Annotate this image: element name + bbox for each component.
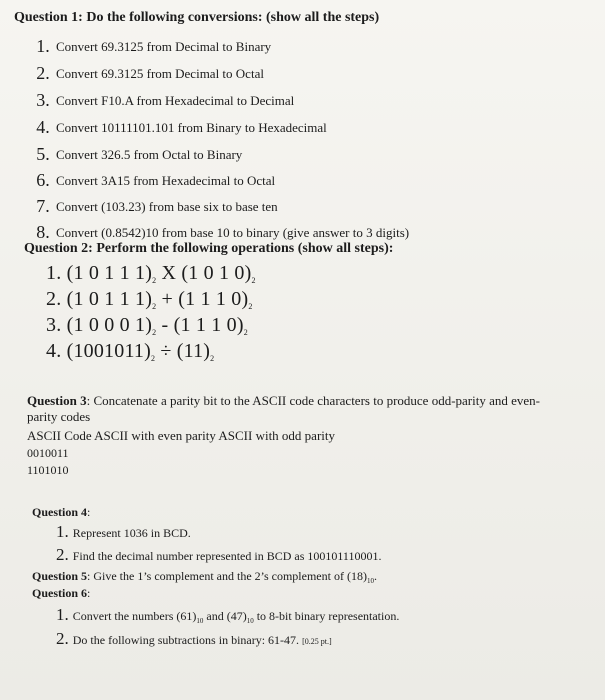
q2-op4-right: ÷ (11) [160, 340, 211, 362]
q6-item-2-number: 2. [56, 629, 69, 648]
question-3-text: : Concatenate a parity bit to the ASCII code characters to produce odd-parity and even- parity codes [27, 393, 540, 424]
q6-item-1 [56, 607, 399, 629]
q2-operation-2 [46, 288, 253, 311]
q4-item-1-number: 1. [56, 522, 69, 541]
q2-op3-left: 3. (1 0 0 0 1) [46, 314, 153, 336]
q2-op3-base: 2 [152, 328, 157, 337]
q1-item-5 [34, 144, 242, 165]
q1-item-3 [34, 90, 294, 111]
q2-op4-base: 2 [150, 354, 156, 363]
q2-op1-base-right: 2 [251, 276, 256, 285]
question-4-colon: : [87, 505, 91, 519]
q1-item-8-text: Convert (0.8542)10 from base 10 to binary (give answer to 3 digits) [56, 224, 410, 240]
q1-item-3-text: Convert F10.A from Hexadecimal to Decimal [56, 92, 295, 108]
question-5-label: Question 5 [32, 569, 88, 583]
question-6-colon: : [87, 586, 91, 600]
q3-code-1: 0010011 [27, 446, 69, 460]
q1-item-1 [34, 36, 271, 57]
q6-item-1-sub1: 10 [196, 617, 204, 625]
q1-item-8 [34, 222, 409, 243]
q6-item-1-pre: Convert the numbers (61) [72, 609, 197, 623]
q2-op2-base-right: 2 [248, 302, 253, 311]
q2-operation-1 [46, 262, 256, 285]
q4-item-2 [56, 547, 381, 564]
q2-op4-base-right: 2 [210, 354, 215, 363]
q2-operation-3 [46, 314, 248, 337]
q1-item-6-text: Convert 3A15 from Hexadecimal to Octal [56, 172, 276, 188]
q6-item-1-number: 1. [56, 605, 69, 624]
q1-item-2 [34, 63, 264, 84]
question-4-title [32, 504, 90, 520]
q1-item-3-number: 3. [36, 90, 50, 110]
q6-item-1-sub2: 10 [246, 617, 254, 625]
question-1-title: Question 1: Do the following conversions: (show all the steps) [14, 10, 380, 25]
q2-operation-4 [46, 340, 214, 363]
q1-item-1-text: Convert 69.3125 from Decimal to Binary [56, 38, 272, 54]
q4-item-1-text: Represent 1036 in BCD. [72, 526, 191, 540]
q1-item-7 [34, 196, 278, 217]
q2-op2-right: + (1 1 1 0) [161, 288, 249, 310]
q1-item-8-number: 8. [34, 222, 52, 243]
q2-op1-right: X (1 0 1 0) [161, 262, 252, 284]
q1-item-4 [34, 117, 327, 138]
q1-item-7-text: Convert (103.23) from base six to base ten [56, 198, 278, 214]
question-4-label: Question 4 [32, 505, 88, 519]
q2-op3-base-right: 2 [243, 328, 248, 337]
q1-item-2-text: Convert 69.3125 from Decimal to Octal [56, 65, 264, 81]
q6-item-2-text: Do the following subtractions in binary: 61-47. [72, 633, 300, 647]
question-3-label: Question 3 [27, 393, 87, 408]
question-5-text: : Give the 1’s complement and the 2’s complement of (18) [87, 569, 367, 583]
q3-table-header: ASCII Code ASCII with even parity ASCII with odd parity [27, 428, 336, 443]
q2-op3-right: - (1 1 1 0) [161, 314, 244, 336]
q1-item-1-number: 1. [34, 36, 52, 57]
q2-op2-left: 2. (1 0 1 1 1) [46, 288, 153, 310]
question-3 [27, 393, 567, 425]
q1-item-7-number: 7. [34, 196, 52, 217]
q6-item-1-post: to 8-bit binary representation. [253, 609, 400, 623]
q1-item-2-number: 2. [36, 63, 50, 83]
q3-code-2: 1101010 [27, 463, 69, 477]
q1-item-5-text: Convert 326.5 from Octal to Binary [56, 146, 243, 162]
q1-item-6-number: 6. [34, 170, 52, 191]
q2-op4-left: 4. (1001011) [46, 340, 151, 362]
question-2-title: Question 2: Perform the following operations (show all steps): [24, 241, 394, 256]
q1-item-4-text: Convert 10111101.101 from Binary to Hexadecimal [56, 119, 327, 135]
q6-item-1-mid: and (47) [203, 609, 247, 623]
question-6-title [32, 585, 90, 601]
q5-tail: . [373, 569, 377, 583]
q6-item-2-points: [0.25 pt.] [302, 637, 332, 646]
q4-item-2-number: 2. [56, 545, 69, 564]
q4-item-2-text: Find the decimal number represented in BCD as 100101110001. [72, 549, 382, 563]
q6-item-2 [56, 631, 332, 650]
q2-op2-base: 2 [152, 302, 157, 311]
question-6-label: Question 6 [32, 586, 88, 600]
q4-item-1 [56, 524, 191, 541]
q1-item-6 [34, 170, 275, 191]
q1-item-4-number: 4. [34, 117, 52, 138]
q1-item-5-number: 5. [34, 144, 52, 165]
q2-op1-left: 1. (1 0 1 1 1) [46, 262, 153, 284]
q2-op1-base: 2 [152, 276, 157, 285]
q5-subscript: 10 [366, 577, 374, 585]
